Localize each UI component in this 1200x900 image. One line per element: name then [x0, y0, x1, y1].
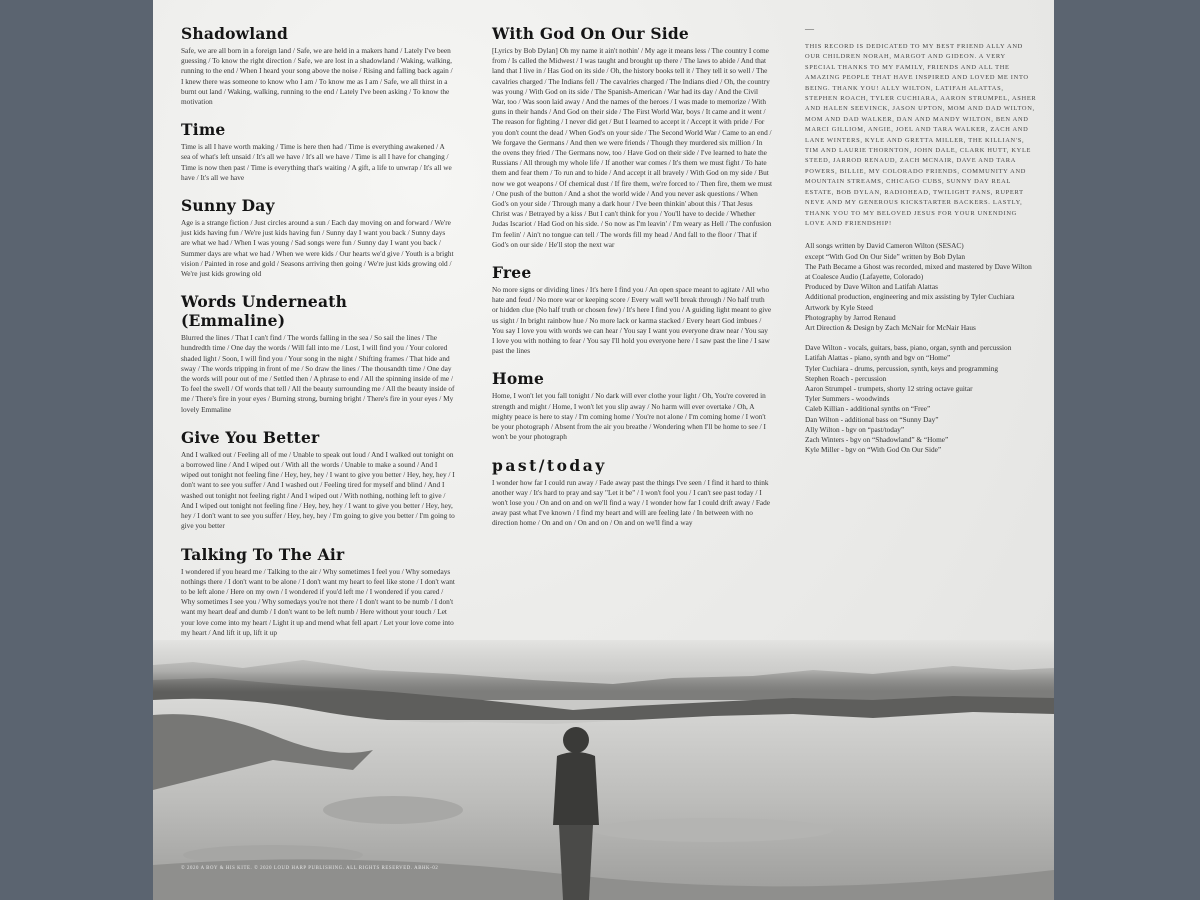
dedication-text: THIS RECORD IS DEDICATED TO MY BEST FRIEND ALLY AND OUR CHILDREN NORAH, MARGOT AND GIDEON. A VERY SPECIAL THANKS TO MY FAMILY, FRIENDS AND ALL THE AMAZING PEOPLE THAT HAVE INSPIRED AND LOVED ME INTO BEING. THANK YOU! ALLY WILTON, LATIFAH ALATTAS, STEPHEN ROACH, TYLER CUCHIARA, AARON STRUMPEL, ASHER AND HALEN SEEVINCK, JASON UPTON, MOM AND DAD WILTON, MOM AND DAD WALKER, DAN AND MANDY WILTON, BEN AND MARCI GILLIOM, ANGIE, JOEL AND TARA WALKER, ZACH AND LANE WINTERS, KYLE AND GRETTA MILLER, THE KILLIAN'S, TIM AND LAURIE THORNTON, JOHN DALE, CLARK HUTT, KYLE STEED, JARROD RENAUD, ZACH MCNAIR, DAVE AND TARA POWERS, BILLIE, MY COLORADO FRIENDS, COMMUNITY AND MOUNTAIN STREAMS, CHICAGO CUBS, SUNNY DAY REAL ESTATE, BOB DYLAN, RADIOHEAD, TWILIGHT FANS, RUPERT NEVE AND MY GENEROUS KICKSTARTER BACKERS. LASTLY, THANK YOU TO MY BELOVED JESUS FOR YOUR UNENDING LOVE AND FRIENDSHIP!	[805, 43, 1037, 227]
lyrics-column-left	[181, 24, 455, 651]
song-block	[492, 263, 772, 356]
song-lyrics: I wondered if you heard me / Talking to the air / Why sometimes I feel you / Why somedays nothings there / I don't want to be alone / I don't want my heart to feel like stone / I don't want to be left alone / Here on my own / I wondered if you'd left me / I wondered if you cared / Why sometimes I see you / Why somedays you're not there / I don't want to be numb / I don't want my heart deaf and dumb / I don't want to be left numb / Here without your touch / Let your love come into my heart / Light it up and mend what fell apart / Let your love come into my heart / And lift it up, lift it up	[181, 566, 455, 637]
credit-line: The Path Became a Ghost was recorded, mixed and mastered by Dave Wilton at Coalesce Audio (Lafayette, Colorado)	[805, 261, 1032, 281]
song-title: Time	[181, 120, 226, 140]
song-title: Give You Better	[181, 427, 320, 447]
credit-line: All songs written by David Cameron Wilton (SESAC)	[805, 241, 964, 251]
song-block	[492, 369, 772, 442]
song-lyrics: No more signs or dividing lines / It's here I find you / An open space meant to agitate / All who hate and feud / No more war or keeping score / Every wall we'll break through / No half truth or hidden clue (No half truth or chosen few) / It's here I find you / A guiding light meant to give us sight / In bright rainbow hue / No more lack or karma stacked / Every heart God imbues / You say I love you with words we can hear / You say I want you everyone draw near / You say I love you with nothing to fear / You say I'll hold you everyone here / I saw past the line / I saw past the lines	[492, 285, 772, 356]
song-lyrics: Time is all I have worth making / Time is here then had / Time is everything awakened / A sea of what's left unsaid / It's all we have / It's all we have / Time is all I have for changing / Time is now then past / Time is everything that's waiting / A gift, a life to unwrap / It's all we have / It's all we have	[181, 142, 452, 182]
song-lyrics: I wonder how far I could run away / Fade away past the things I've seen / I find it hard to think another way / It's hard to pray and say "Let it be" / I won't fool you / I can't see past today / I won't lose you / On and on and on we'll find a way / I wonder how far I could drift away / Fade away past what I've known / I find my heart and will are feeling late / In between with no direction home / On and on / On and on / On and on we'll find a way	[492, 477, 771, 528]
credit-line: Additional production, engineering and mix assisting by Tyler Cuchiara	[805, 292, 1015, 302]
song-lyrics: Home, I won't let you fall tonight / No dark will ever clothe your light / Oh, You're covered in strength and might / Home, I won't let you slip away / No harm will ever overtake / Oh, A mighty peace is here to stay / I'm coming home / You're not alone / I'm coming home / I won't be your photograph / Absent from the air you breathe / Wondering when I'll be home to see / I won't be your photograph	[492, 391, 766, 442]
credit-line: Artwork by Kyle Steed	[805, 302, 873, 312]
song-title: past/today	[492, 455, 607, 475]
song-block	[181, 24, 455, 107]
personnel-line: Aaron Strumpel - trumpets, shorty 12 string octave guitar	[805, 383, 973, 393]
song-lyrics: Blurred the lines / That I can't find / The words falling in the sea / So sail the lines / The hundredth time / One day the words / Will fall into me / Lost, I will find you / Your colored shaded light / Soon, I will find you / Your song in the night / Shifting frames / That hide and sway / The words tripping in front of me / So draw the lines / The thousandth time / One day the words will pour out of me / Settled then / A phrase to end / All the spinning inside of me / To feel the swell / Of words that tell / All the beauty surrounding me / All the beauty inside of me / There's fire in your eyes / Burning strong, burning bright / There's fire in your eyes / My lovely Emmaline	[181, 333, 455, 414]
song-title: Talking To The Air	[181, 544, 345, 564]
personnel-line: Stephen Roach - percussion	[805, 373, 887, 383]
personnel-line: Zach Winters - bgv on “Shadowland” & “Home”	[805, 434, 949, 444]
song-title: Words Underneath (Emmaline)	[181, 292, 348, 331]
personnel-line: Tyler Cuchiara - drums, percussion, synth, keys and programming	[805, 363, 999, 373]
song-title: Free	[492, 263, 532, 283]
lyrics-column-middle	[492, 24, 772, 542]
song-block	[181, 428, 455, 532]
song-lyrics: Age is a strange fiction / Just circles around a sun / Each day moving on and forward / We're just kids having fun / We're just kids having fun / Sunny day I want you back / Sunny days are what we had / When I was young / Sad songs were fun / Sunny day I want you back / Summer days are what we had / When we were kids / Our hearts we'd give / Youth is a bright vision / Painted in rose and gold / Seasons arriving then going / We're just kids growing old / We're just kids growing old	[181, 218, 454, 279]
credit-line: except “With God On Our Side” written by Bob Dylan	[805, 251, 966, 261]
credit-line: Art Direction & Design by Zach McNair for McNair Haus	[805, 322, 976, 332]
credits-column	[805, 24, 1037, 465]
copyright-notice: © 2020 A BOY & HIS KITE. © 2020 LOUD HARP PUBLISHING. ALL RIGHTS RESERVED. ABHK-02	[181, 866, 439, 871]
credit-line: Photography by Jarrod Renaud	[805, 312, 896, 322]
song-title: With God On Our Side	[492, 24, 689, 43]
lyric-sheet	[153, 0, 1054, 900]
song-block	[181, 292, 455, 415]
song-title: Sunny Day	[181, 196, 275, 216]
song-title: Home	[492, 369, 545, 389]
song-block	[492, 24, 772, 250]
song-block	[181, 196, 455, 279]
song-lyrics: And I walked out / Feeling all of me / Unable to speak out loud / And I walked out tonight on a borrowed line / And I wiped out / With all the words / Unable to make a sound / And I wiped out tonight not feeling fine / Hey, hey, hey / I want to give you better / Hey, hey, hey / I don't want to see you suffer / And I washed out / Feeling tired for myself and blind / And I washed out tonight not feeling right / And I wiped out / With nothing, nothing left to give / And I wiped out tonight not feeling fine / Hey, hey, hey / I want to give you better / Hey, hey, hey / I don't want to see you suffer / Hey, hey, hey / I'm going to give you better / I'm going to give you better	[181, 449, 455, 531]
song-block	[181, 545, 455, 638]
personnel-line: Tyler Summers - woodwinds	[805, 394, 890, 404]
song-lyrics: Safe, we are all born in a foreign land / Safe, we are held in a makers hand / Lately I've been guessing / To know the right direction / Safe, we are lost in a shadowland / Waking, walking, running to the end / When I heard your song above the noise / Rising and falling back again / I knew there was someone to know who I am / To know me as I am / Safe, we all thirst in a burnt out land / Waking, walking, running to the end / Lately I've been asking / To know the motivation	[181, 46, 453, 107]
credit-line: Produced by Dave Wilton and Latifah Alattas	[805, 282, 938, 292]
divider-dash: —	[805, 24, 814, 34]
personnel-line: Kyle Miller - bgv on “With God On Our Side”	[805, 445, 942, 455]
production-credits	[805, 241, 1037, 333]
personnel-line: Dan Wilton - additional bass on “Sunny Day”	[805, 414, 939, 424]
lake-photograph	[153, 640, 1054, 900]
personnel-credits	[805, 343, 1037, 455]
personnel-line: Dave Wilton - vocals, guitars, bass, piano, organ, synth and percussion	[805, 343, 1012, 353]
song-title: Shadowland	[181, 24, 289, 43]
song-block	[181, 120, 455, 183]
personnel-line: Caleb Killian - additional synths on “Free”	[805, 404, 931, 414]
personnel-line: Ally Wilton - bgv on “past/today”	[805, 424, 905, 434]
personnel-line: Latifah Alattas - piano, synth and bgv on “Home”	[805, 353, 951, 363]
song-lyrics: [Lyrics by Bob Dylan] Oh my name it ain't nothin' / My age it means less / The country I come from / Is called the Midwest / I was taught and brought up there / The laws to abide / And that land that I live in / Has God on its side / Oh, the history books tell it / They tell it so well / The cavalries charged / The Indians fell / The cavalries charged / The Indians died / Oh, the country was young / With God on its side / The Spanish-American / War had its day / And the Civil War, too / Was soon laid away / And the names of the heroes / I was made to memorize / With guns in their hands / And God on their side / The First World War, boys / It came and it went / The reason for fighting / I never did get / But I learned to accept it / Accept it with pride / For you don't count the dead / When God's on your side / The Second World War / Came to an end / We forgave the Germans / And then we were friends / Though they murdered six million / In the ovens they fried / The Germans now, too / Have God on their side / I've learned to hate the Russians / All through my whole life / If another war comes / It's them we must fight / To hate them and fear them / To run and to hide / And accept it all bravely / With God on my side / But now we got weapons / Of chemical dust / If fire them, we're forced to / Then fire, them we must / One push of the button / And a shot the world wide / And you never ask questions / When God's on your side / Through many a dark hour / I've been thinkin' about this / That Jesus Christ was / Betrayed by a kiss / But I can't think for you / You'll have to decide / Whether Judas Iscariot / Had God on his side. / So now as I'm leavin' / I'm weary as Hell / The confusion I'm feelin' / Ain't no tongue can tell / The words fill my head / And fall to the floor / That if God's on our side / He'll stop the next war	[492, 46, 772, 249]
song-block	[492, 456, 772, 529]
